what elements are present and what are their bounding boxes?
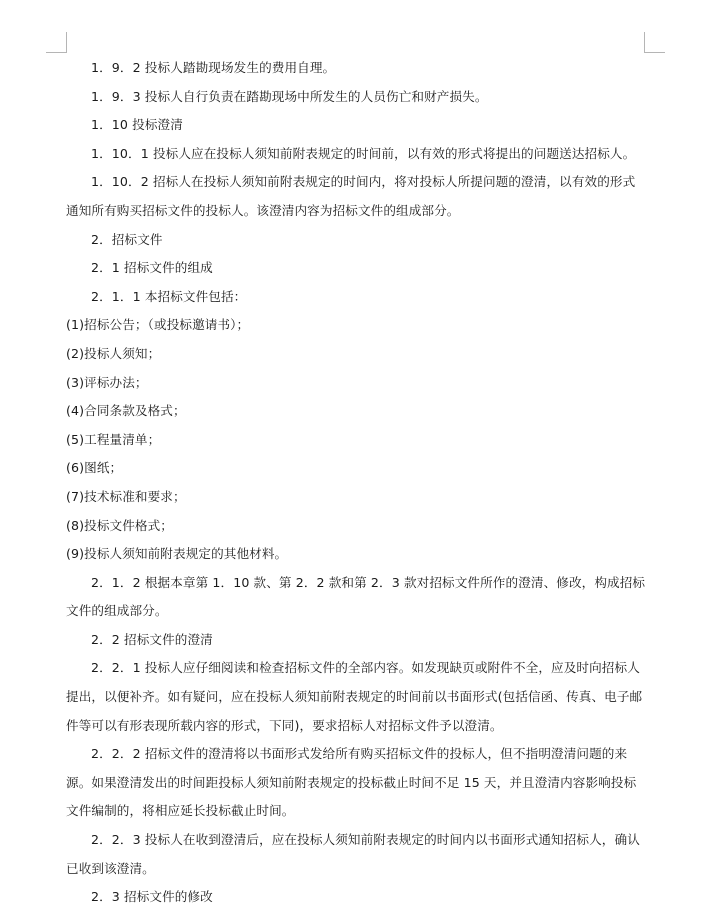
page-corner-mark-top-left bbox=[46, 32, 67, 53]
list-item: (5)工程量清单； bbox=[66, 431, 161, 447]
paragraph: 2．2．3 投标人在收到澄清后，应在投标人须知前附表规定的时间内以书面形式通知招标人，确认已收到该澄清。 bbox=[66, 832, 640, 876]
paragraph: 2．1．2 根据本章第 1．10 款、第 2．2 款和第 2．3 款对招标文件所作的澄清、修改，构成招标文件的组成部分。 bbox=[66, 574, 646, 619]
list-item: (4)合同条款及格式； bbox=[66, 403, 186, 419]
section-heading: 2．1 招标文件的组成 bbox=[91, 260, 213, 276]
document-body bbox=[66, 54, 646, 912]
paragraph: 1．10．1 投标人应在投标人须知前附表规定的时间前，以有效的形式将提出的问题送达招标人。 bbox=[91, 145, 636, 161]
paragraph: 1．10．2 招标人在投标人须知前附表规定的时间内，将对投标人所提问题的澄清，以有效的形式通知所有购买招标文件的投标人。该澄清内容为招标文件的组成部分。 bbox=[66, 174, 636, 218]
section-heading: 2．2 招标文件的澄清 bbox=[91, 631, 213, 647]
paragraph: 2．1．1 本招标文件包括： bbox=[91, 288, 247, 304]
list-item: (2)投标人须知； bbox=[66, 345, 161, 361]
list-item: (1)招标公告；（或投标邀请书）； bbox=[66, 317, 250, 333]
section-heading: 1．10 投标澄清 bbox=[91, 117, 183, 133]
list-item: (6)图纸； bbox=[66, 460, 123, 476]
list-item: (3)评标办法； bbox=[66, 374, 148, 390]
list-item: (7)技术标准和要求； bbox=[66, 488, 186, 504]
paragraph: 2．2．1 投标人应仔细阅读和检查招标文件的全部内容。如发现缺页或附件不全，应及时向招标人提出，以便补齐。如有疑问，应在投标人须知前附表规定的时间前以书面形式(包括信函、传真、电子邮件等可以有形表现所载内容的形式，下同)，要求招标人对招标文件予以澄清。 bbox=[66, 660, 643, 733]
paragraph: 1．9．3 投标人自行负责在踏勘现场中所发生的人员伤亡和财产损失。 bbox=[91, 88, 488, 104]
page-corner-mark-top-right bbox=[644, 32, 665, 53]
list-item: (8)投标文件格式； bbox=[66, 517, 173, 533]
section-heading: 2．招标文件 bbox=[91, 231, 163, 247]
paragraph: 2．2．2 招标文件的澄清将以书面形式发给所有购买招标文件的投标人，但不指明澄清问题的来源。如果澄清发出的时间距投标人须知前附表规定的投标截止时间不足 15 天，并且澄清内容影响投标文件编制的，将相应延长投标截止时间。 bbox=[66, 746, 637, 819]
paragraph: 1．9．2 投标人踏勘现场发生的费用自理。 bbox=[91, 60, 336, 75]
list-item: (9)投标人须知前附表规定的其他材料。 bbox=[66, 546, 288, 562]
section-heading: 2．3 招标文件的修改 bbox=[91, 889, 213, 905]
